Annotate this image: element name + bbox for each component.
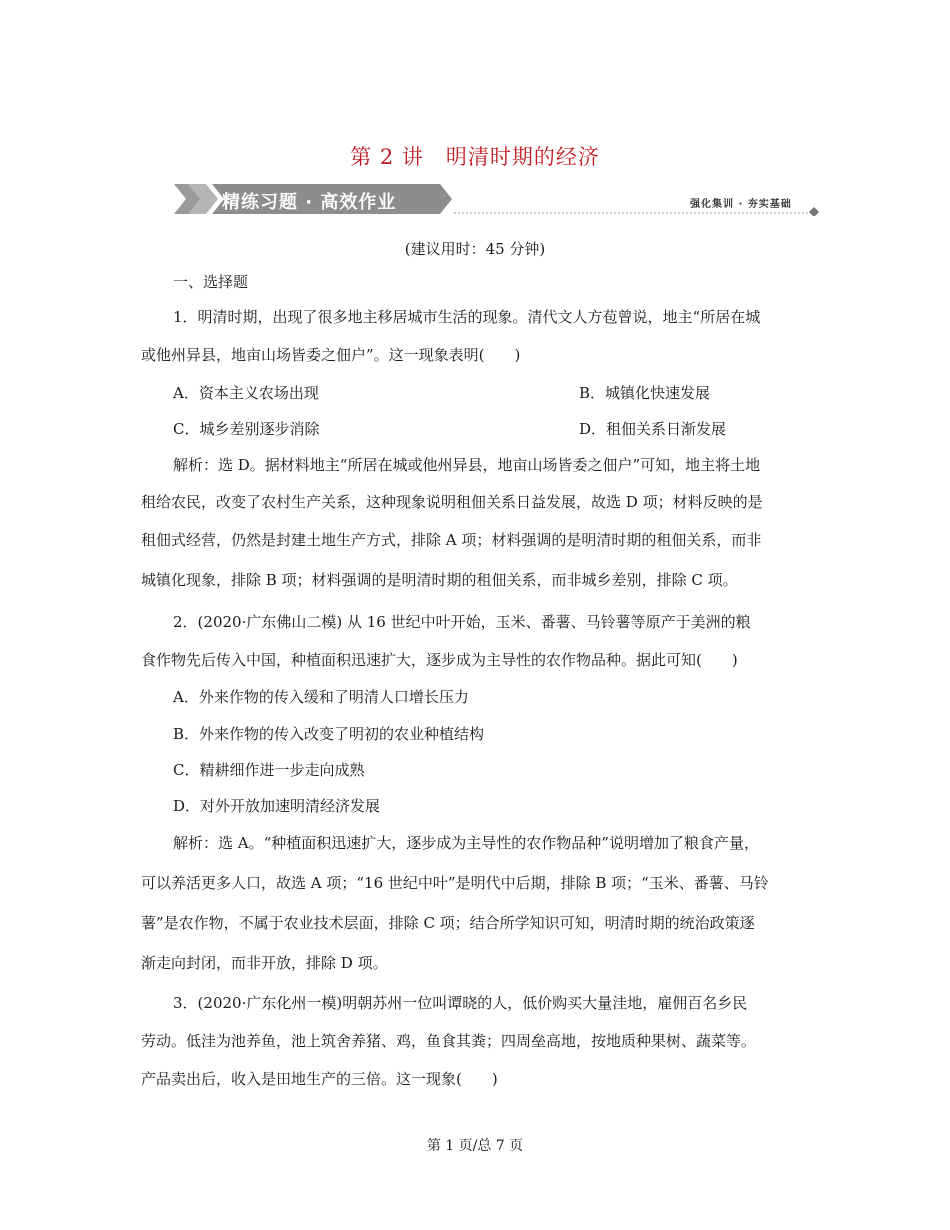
question-3-line-2: 劳动。低洼为池养鱼，池上筑舍养猪、鸡，鱼食其粪；四周垒高地，按地质种果树、蔬菜等。 [141, 1032, 757, 1050]
question-2-option-a: A．外来作物的传入缓和了明清人口增长压力 [173, 688, 469, 706]
section-heading: 一、选择题 [173, 273, 249, 291]
question-2-analysis-line-1: 解析：选 A。“种植面积迅速扩大，逐步成为主导性的农作物品种”说明增加了粮食产量， [173, 834, 759, 852]
question-2-option-d: D．对外开放加速明清经济发展 [173, 797, 381, 815]
question-2-option-b: B．外来作物的传入改变了明初的农业种植结构 [173, 725, 485, 743]
question-1-option-a: A．资本主义农场出现 [173, 384, 319, 402]
lesson-name: 明清时期的经济 [445, 145, 600, 169]
section-banner [172, 182, 822, 216]
question-2-line-2: 食作物先后传入中国，种植面积迅速扩大，逐步成为主导性的农作物品种。据此可知( ) [141, 651, 738, 669]
question-1-line-2: 或他州异县，地亩山场皆委之佃户”。这一现象表明( ) [141, 346, 521, 364]
page-footer: 第 1 页/总 7 页 [426, 1138, 524, 1154]
question-2-line-1: 2．(2020·广东佛山二模) 从 16 世纪中叶开始，玉米、番薯、马铃薯等原产于美洲的粮 [173, 613, 751, 631]
question-3-line-3: 产品卖出后，收入是田地生产的三倍。这一现象( ) [141, 1070, 498, 1088]
banner-label: 精练习题 · 高效作业 [222, 192, 397, 213]
question-1-option-d: D．租佃关系日渐发展 [579, 420, 727, 438]
question-2-option-c: C．精耕细作进一步走向成熟 [173, 761, 365, 779]
question-1-analysis-line-4: 城镇化现象，排除 B 项；材料强调的是明清时期的租佃关系，而非城乡差别，排除 C 项。 [141, 571, 738, 589]
question-1-analysis-line-3: 租佃式经营，仍然是封建土地生产方式，排除 A 项；材料强调的是明清时期的租佃关系，而非 [141, 531, 762, 549]
question-2-analysis-line-3: 薯”是农作物，不属于农业技术层面，排除 C 项；结合所学知识可知，明清时期的统治政策逐 [141, 914, 755, 932]
banner-subtitle: 强化集训 · 夯实基础 [690, 199, 792, 210]
question-2-analysis-line-2: 可以养活更多人口，故选 A 项；“16 世纪中叶”是明代中后期，排除 B 项；“玉米、番薯、马铃 [141, 874, 769, 892]
lesson-number: 第 2 讲 [350, 145, 424, 169]
question-1-analysis-line-2: 租给农民，改变了农村生产关系，这种现象说明租佃关系日益发展，故选 D 项；材料反映的是 [141, 493, 763, 511]
question-1-line-1: 1．明清时期，出现了很多地主移居城市生活的现象。清代文人方苞曾说，地主“所居在城 [173, 308, 761, 326]
lesson-title [0, 141, 950, 171]
question-1-option-b: B．城镇化快速发展 [579, 384, 711, 402]
question-1-analysis-line-1: 解析：选 D。据材料地主“所居在城或他州异县，地亩山场皆委之佃户”可知，地主将土地 [173, 456, 761, 474]
question-1-option-c: C．城乡差别逐步消除 [173, 420, 320, 438]
question-3-line-1: 3．(2020·广东化州一模)明朝苏州一位叫谭晓的人，低价购买大量洼地，雇佣百名乡民 [173, 994, 748, 1012]
question-2-analysis-line-4: 渐走向封闭，而非开放，排除 D 项。 [141, 954, 388, 972]
time-hint: (建议用时：45 分钟) [404, 240, 546, 258]
